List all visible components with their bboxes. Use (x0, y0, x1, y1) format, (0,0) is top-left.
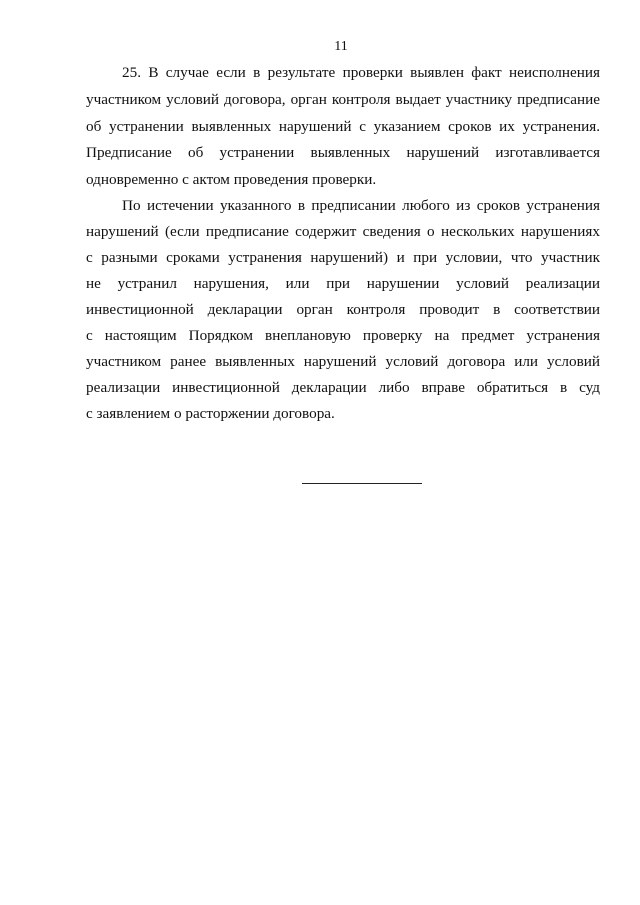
paragraph-line: не устранил нарушения, или при нарушении условий реализации (86, 275, 600, 292)
page-number: 11 (334, 39, 348, 54)
paragraph-line: с заявлением о расторжении договора. (86, 405, 335, 422)
paragraph-line: По истечении указанного в предписании любого из сроков устранения (122, 197, 600, 214)
paragraph-line: Предписание об устранении выявленных нарушений изготавливается (86, 144, 600, 161)
paragraph-line: инвестиционной декларации орган контроля проводит в соответствии (86, 301, 600, 318)
paragraph-line: реализации инвестиционной декларации либо вправе обратиться в суд (86, 379, 600, 396)
paragraph-line: одновременно с актом проведения проверки. (86, 171, 377, 188)
paragraph-line: участником ранее выявленных нарушений условий договора или условий (86, 353, 600, 370)
end-divider-line (302, 483, 422, 484)
paragraph-line: с разными сроками устранения нарушений) и при условии, что участник (86, 249, 600, 266)
paragraph-line: об устранении выявленных нарушений с указанием сроков их устранения. (86, 118, 600, 135)
paragraph-line: с настоящим Порядком внеплановую проверку на предмет устранения (86, 327, 600, 344)
paragraph-line: нарушений (если предписание содержит сведения о нескольких нарушениях (86, 223, 600, 240)
paragraph-line: участником условий договора, орган контроля выдает участнику предписание (86, 91, 600, 108)
paragraph-line: 25. В случае если в результате проверки выявлен факт неисполнения (122, 64, 600, 81)
